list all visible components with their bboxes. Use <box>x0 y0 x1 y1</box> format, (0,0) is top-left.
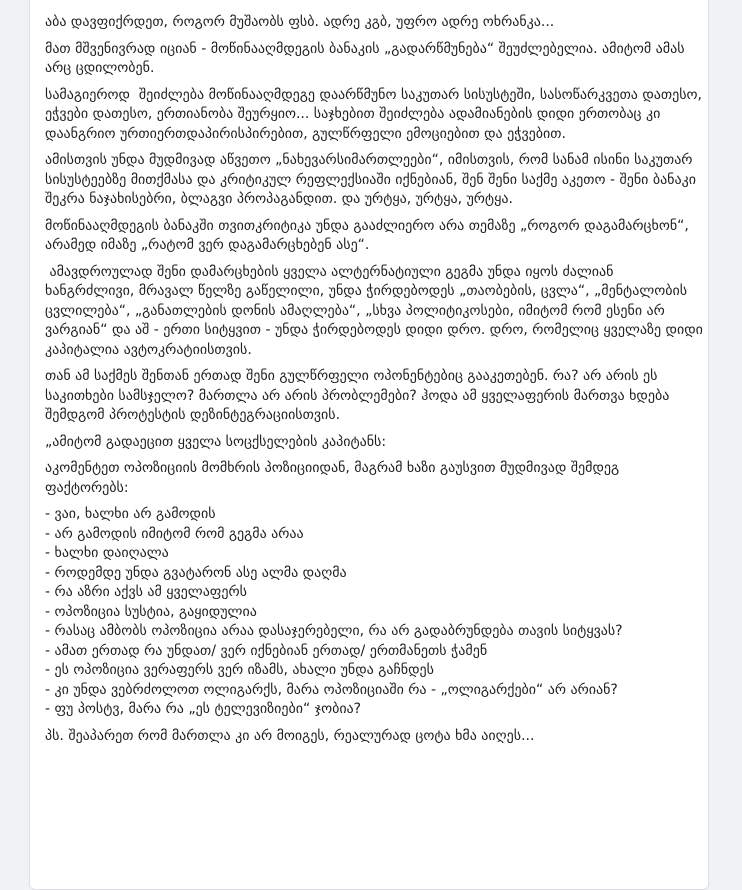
list-item: - რასაც ამბობს ოპოზიცია არაა დასაჯერებელი, რა არ გადაბრუნდება თავის სიტყვას? <box>45 623 623 639</box>
post-body <box>45 13 708 753</box>
list-item: - ვაი, ხალხი არ გამოდის <box>45 506 216 522</box>
post-card <box>29 0 709 890</box>
post-paragraph: „ამიტომ გადაეცით ყველა სოცქსელების კაპიტანს: <box>45 433 387 450</box>
post-paragraph: აბა დავფიქრდეთ, როგორ მუშაობს ფსბ. ადრე კგბ, უფრო ადრე ოხრანკა... <box>45 14 555 30</box>
post-paragraph: აკომენტეთ ოპოზიციის მომხრის პოზიციიდან, მაგრამ ხაზი გაუსვით მუდმივად შემდეგ ფაქტორებს: <box>45 460 624 496</box>
list-item: - ხალხი დაიღალა <box>45 545 169 561</box>
post-paragraph: ამავდროულად შენი დამარცხების ყველა ალტერნატიული გეგმა უნდა იყოს ძალიან ხანგრძლივი, მრავალ წელზე გაწელილი, უნდა ჭირდებოდეს „თაობების, ცვლა“, „მენტალობის ცვლილება“, „განათლების დონის ამაღლება“, „სხვა პოლიტიკოსები, იმიტომ რომ ესენი არ ვარგიან“ და აშ - ერთი სიტყვით - უნდა ჭირდებოდეს დიდი დრო. დრო, რომელიც ყველაზე დიდი კაპიტალია ავტოკრატიისთვის. <box>45 263 708 358</box>
post-paragraph: თან ამ საქმეს შენთან ერთად შენი გულწრფელი ოპონენტებიც გააკეთებენ. რა? არ არის ეს საკითხები სამსჯელო? მართლა არ არის პრობლემები? ჰოდა ამ ყველაფერის მართვა ხდება შემდგომ პროტესტის დეზინტეგრაციისთვის. <box>45 368 674 423</box>
post-paragraph: სამაგიეროდ შეიძლება მოწინააღმდეგე დაარწმუნო საკუთარ სისუსტეში, სასოწარკვეთა დათესო, ეჭვები დათესო, ერთიანობა შეურყიო... საჯხებით შეიძლება ადამიანების დიდი ერთობაც კი დაანგრიო ურთიერთდაპირისპირებით, გულწრფელი ემოციებით და ეჭვებით. <box>45 86 707 142</box>
list-item: - ფუ პოსტვ, მარა რა „ეს ტელევიზიები“ ჯობია? <box>45 701 362 717</box>
post-paragraph: მათ მშვენივრად იციან - მოწინააღმდეგის ბანაკის „გადარწმუნება“ შეუძლებელია. ამიტომ ამას არც ცდილობენ. <box>45 40 689 76</box>
list-item: - ამათ ერთად რა უნდათ/ ვერ იქნებიან ერთად/ ერთმანეთს ჭამენ <box>45 642 488 659</box>
post-paragraph: ამისთვის უნდა მუდმივად აწვეთო „ნახევარსიმართლეები“, იმისთვის, რომ სანამ ისინი საკუთარ სისუსტეებზე მითქმასა და კრიტიკულ რეფლექსიაში იქნებიან, შენ შენი საქმე აკეთო - შენი ბანაკი შეკრა ნაჯახისებრი, ბლაგვი პროპაგანდით. და ურტყა, ურტყა, ურტყა. <box>45 152 701 207</box>
list-item: - როდემდე უნდა გვატარონ ასე ალმა დაღმა <box>45 564 347 581</box>
list-item: - ოპოზიცია სუსტია, გაყიდულია <box>45 603 257 620</box>
bullet-list <box>45 505 705 720</box>
post-postscript: პს. შეაპარეთ რომ მართლა კი არ მოიგეს, რეალურად ცოტა ხმა აიღეს... <box>45 727 535 744</box>
list-item: - კი უნდა ვებრძოლოთ ოლიგარქს, მარა ოპოზიციაში რა - „ოლიგარქები“ არ არიან? <box>45 681 618 698</box>
list-item: - ეს ოპოზიცია ვერაფერს ვერ იზამს, ახალი უნდა გაჩნდეს <box>45 662 434 678</box>
list-item: - არ გამოდის იმიტომ რომ გეგმა არაა <box>45 525 304 542</box>
list-item: - რა აზრი აქვს ამ ყველაფერს <box>45 584 247 600</box>
post-paragraph: მოწინააღმდეგის ბანაკში თვითკრიტიკა უნდა გააძლიერო არა თემაზე „როგორ დაგამარცხონ“, არამედ იმაზე „რატომ ვერ დაგამარცხებენ ასე“. <box>45 217 694 253</box>
